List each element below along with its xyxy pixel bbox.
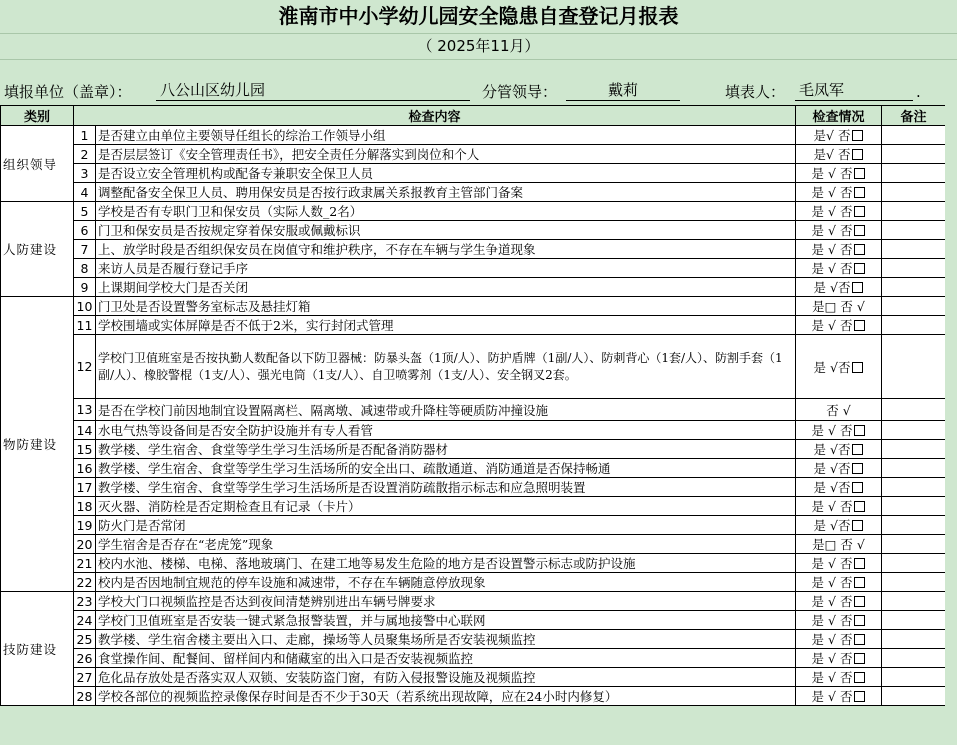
- status-text: 是 √ 否: [811, 632, 853, 647]
- status-text: 是 √ 否: [811, 423, 853, 438]
- check-content: 上课期间学校大门是否关闭: [96, 278, 796, 297]
- checkbox-icon[interactable]: [854, 206, 865, 217]
- check-status[interactable]: [796, 592, 882, 611]
- report-period: （ 2025年11月）: [417, 37, 540, 55]
- row-number: 17: [74, 478, 96, 497]
- row-number: 11: [74, 316, 96, 335]
- row-number: 7: [74, 240, 96, 259]
- remark-cell[interactable]: [882, 126, 946, 145]
- checkbox-icon[interactable]: [854, 244, 865, 255]
- status-text: 是□ 否 √: [812, 537, 865, 552]
- check-content: 灭火器、消防栓是否定期检查且有记录（卡片）: [96, 497, 796, 516]
- checkbox-icon[interactable]: [852, 520, 863, 531]
- remark-cell[interactable]: [882, 316, 946, 335]
- checkbox-icon[interactable]: [854, 225, 865, 236]
- check-status[interactable]: [796, 668, 882, 687]
- row-number: 1: [74, 126, 96, 145]
- check-content: 学校围墙或实体屏障是否不低于2米，实行封闭式管理: [96, 316, 796, 335]
- check-status[interactable]: [796, 183, 882, 202]
- check-content: 水电气热等设备间是否安全防护设施并有专人看管: [96, 421, 796, 440]
- check-status[interactable]: [796, 573, 882, 592]
- status-text: 是 √ 否: [811, 651, 853, 666]
- check-content: 食堂操作间、配餐间、留样间内和储藏室的出入口是否安装视频监控: [96, 649, 796, 668]
- status-text: 是 √ 否: [811, 613, 853, 628]
- check-content: 学校是否有专职门卫和保安员（实际人数_2名）: [96, 202, 796, 221]
- row-number: 6: [74, 221, 96, 240]
- remark-cell[interactable]: [882, 278, 946, 297]
- checkbox-icon[interactable]: [852, 482, 863, 493]
- check-content: 学校各部位的视频监控录像保存时间是否不少于30天（若系统出现故障，应在24小时内修复）: [96, 687, 796, 706]
- row-number: 26: [74, 649, 96, 668]
- row-number: 24: [74, 611, 96, 630]
- table-row: [1, 399, 946, 421]
- row-number: 13: [74, 399, 96, 421]
- remark-cell[interactable]: [882, 335, 946, 399]
- check-content: 是否层层签订《安全管理责任书》，把安全责任分解落实到岗位和个人: [96, 145, 796, 164]
- check-status[interactable]: [796, 335, 882, 399]
- status-text: 是 √ 否: [811, 594, 853, 609]
- row-number: 5: [74, 202, 96, 221]
- trailing-dot: .: [916, 83, 921, 101]
- checkbox-icon[interactable]: [854, 615, 865, 626]
- table-row: [1, 421, 946, 440]
- check-content: 门卫处是否设置警务室标志及悬挂灯箱: [96, 297, 796, 316]
- check-content: 防火门是否常闭: [96, 516, 796, 535]
- status-text: 是√ 否: [813, 147, 851, 162]
- table-row: [1, 535, 946, 554]
- check-content: 门卫和保安员是否按规定穿着保安服或佩戴标识: [96, 221, 796, 240]
- row-number: 18: [74, 497, 96, 516]
- row-number: 14: [74, 421, 96, 440]
- check-content: 上、放学时段是否组织保安员在岗值守和维护秩序，不存在车辆与学生争道现象: [96, 240, 796, 259]
- table-row: [1, 611, 946, 630]
- check-content: 学生宿舍是否存在“老虎笼”现象: [96, 535, 796, 554]
- checkbox-icon[interactable]: [854, 558, 865, 569]
- status-text: 是 √否: [813, 442, 851, 457]
- check-content: 是否在学校门前因地制宜设置隔离栏、隔离墩、减速带或升降柱等硬质防冲撞设施: [96, 399, 796, 421]
- check-content: 学校大门口视频监控是否达到夜间清楚辨别进出车辆号牌要求: [96, 592, 796, 611]
- unit-value[interactable]: 八公山区幼儿园: [156, 80, 470, 101]
- status-text: 是 √ 否: [811, 670, 853, 685]
- row-number: 28: [74, 687, 96, 706]
- status-text: 是 √ 否: [811, 223, 853, 238]
- status-text: 是 √ 否: [811, 204, 853, 219]
- checkbox-icon[interactable]: [854, 320, 865, 331]
- table-row: [1, 259, 946, 278]
- checkbox-icon[interactable]: [852, 444, 863, 455]
- remark-cell[interactable]: [882, 516, 946, 535]
- status-text: 是 √否: [813, 461, 851, 476]
- remark-cell[interactable]: [882, 459, 946, 478]
- sheet-edge: [945, 105, 957, 745]
- check-status[interactable]: [796, 164, 882, 183]
- table-header-row: [1, 106, 946, 126]
- row-number: 16: [74, 459, 96, 478]
- check-status[interactable]: [796, 497, 882, 516]
- table-row: [1, 316, 946, 335]
- check-status[interactable]: [796, 126, 882, 145]
- checkbox-icon[interactable]: [854, 634, 865, 645]
- check-content: 是否建立由单位主要领导任组长的综治工作领导小组: [96, 126, 796, 145]
- category-cell: 人防建设: [1, 202, 74, 297]
- checkbox-icon[interactable]: [854, 168, 865, 179]
- checkbox-icon[interactable]: [854, 425, 865, 436]
- table-row: [1, 687, 946, 706]
- check-status[interactable]: [796, 145, 882, 164]
- table-row: [1, 126, 946, 145]
- table-row: [1, 335, 946, 399]
- table-row: [1, 649, 946, 668]
- table-row: [1, 497, 946, 516]
- table-row: [1, 668, 946, 687]
- check-content: 学校门卫值班室是否安装一键式紧急报警装置，并与属地接警中心联网: [96, 611, 796, 630]
- row-number: 4: [74, 183, 96, 202]
- check-status[interactable]: [796, 278, 882, 297]
- check-status[interactable]: [796, 202, 882, 221]
- status-text: 是 √否: [813, 518, 851, 533]
- remark-cell[interactable]: [882, 592, 946, 611]
- table-row: [1, 554, 946, 573]
- table-row: [1, 516, 946, 535]
- check-content: 教学楼、学生宿舍楼主要出入口、走廊，操场等人员聚集场所是否安装视频监控: [96, 630, 796, 649]
- status-text: 是 √ 否: [811, 689, 853, 704]
- row-number: 19: [74, 516, 96, 535]
- table-row: [1, 164, 946, 183]
- check-status[interactable]: [796, 316, 882, 335]
- table-body: [1, 126, 946, 706]
- check-status[interactable]: [796, 240, 882, 259]
- status-text: 是 √ 否: [811, 261, 853, 276]
- check-content: 是否设立安全管理机构或配备专兼职安全保卫人员: [96, 164, 796, 183]
- category-cell: 组织领导: [1, 126, 74, 202]
- table-row: [1, 440, 946, 459]
- row-number: 23: [74, 592, 96, 611]
- check-status[interactable]: [796, 611, 882, 630]
- table-row: [1, 592, 946, 611]
- check-content: 危化品存放处是否落实双人双锁、安装防盗门窗，有防入侵报警设施及视频监控: [96, 668, 796, 687]
- check-status[interactable]: [796, 516, 882, 535]
- info-row: [0, 80, 957, 104]
- checkbox-icon[interactable]: [854, 187, 865, 198]
- header-content: 检查内容: [74, 106, 796, 126]
- checkbox-icon[interactable]: [852, 362, 863, 373]
- category-cell: 物防建设: [1, 297, 74, 592]
- check-content: 校内是否因地制宜规范的停车设施和减速带，不存在车辆随意停放现象: [96, 573, 796, 592]
- table-row: [1, 478, 946, 497]
- check-status[interactable]: [796, 535, 882, 554]
- row-number: 25: [74, 630, 96, 649]
- filler-value[interactable]: 毛凤军: [795, 80, 913, 101]
- report-title: 淮南市中小学幼儿园安全隐患自查登记月报表: [278, 4, 679, 28]
- check-content: 校内水池、楼梯、电梯、落地玻璃门、在建工地等易发生危险的地方是否设置警示标志或防护设施: [96, 554, 796, 573]
- table-row: [1, 183, 946, 202]
- category-cell: 技防建设: [1, 592, 74, 706]
- check-content: 教学楼、学生宿舍、食堂等学生学习生活场所的安全出口、疏散通道、消防通道是否保持畅通: [96, 459, 796, 478]
- status-text: 是 √ 否: [811, 318, 853, 333]
- remark-cell[interactable]: [882, 421, 946, 440]
- checkbox-icon[interactable]: [854, 691, 865, 702]
- status-text: 是 √ 否: [811, 185, 853, 200]
- remark-cell[interactable]: [882, 145, 946, 164]
- status-text: 是 √ 否: [811, 242, 853, 257]
- checkbox-icon[interactable]: [854, 672, 865, 683]
- remark-cell[interactable]: [882, 630, 946, 649]
- remark-cell[interactable]: [882, 440, 946, 459]
- row-number: 15: [74, 440, 96, 459]
- header-status: 检查情况: [796, 106, 882, 126]
- check-status[interactable]: [796, 459, 882, 478]
- checkbox-icon[interactable]: [852, 130, 863, 141]
- header-category: 类别: [1, 106, 74, 126]
- row-number: 9: [74, 278, 96, 297]
- remark-cell[interactable]: [882, 240, 946, 259]
- remark-cell[interactable]: [882, 183, 946, 202]
- remark-cell[interactable]: [882, 259, 946, 278]
- row-number: 27: [74, 668, 96, 687]
- check-content: 学校门卫值班室是否按执勤人数配备以下防卫器械：防暴头盔（1顶/人）、防护盾牌（1副/人）、防刺背心（1套/人）、防割手套（1副/人）、橡胶警棍（1支/人）、强光电筒（1支/人）、自卫喷雾剂（1支/人）、安全钢叉2套。: [96, 335, 796, 399]
- row-number: 2: [74, 145, 96, 164]
- status-text: 是 √ 否: [811, 575, 853, 590]
- table-row: [1, 297, 946, 316]
- remark-cell[interactable]: [882, 399, 946, 421]
- status-text: 是 √否: [813, 359, 851, 375]
- check-content: 来访人员是否履行登记手序: [96, 259, 796, 278]
- remark-cell[interactable]: [882, 611, 946, 630]
- table-row: [1, 278, 946, 297]
- check-status[interactable]: [796, 649, 882, 668]
- remark-cell[interactable]: [882, 668, 946, 687]
- check-status[interactable]: [796, 554, 882, 573]
- row-number: 20: [74, 535, 96, 554]
- check-status[interactable]: [796, 440, 882, 459]
- checkbox-icon[interactable]: [852, 282, 863, 293]
- table-row: [1, 202, 946, 221]
- remark-cell[interactable]: [882, 687, 946, 706]
- remark-cell[interactable]: [882, 573, 946, 592]
- row-number: 22: [74, 573, 96, 592]
- check-content: 教学楼、学生宿舍、食堂等学生学习生活场所是否设置消防疏散指示标志和应急照明装置: [96, 478, 796, 497]
- row-number: 3: [74, 164, 96, 183]
- row-number: 12: [74, 335, 96, 399]
- row-number: 8: [74, 259, 96, 278]
- table-row: [1, 459, 946, 478]
- status-text: 是 √否: [813, 280, 851, 295]
- checkbox-icon[interactable]: [854, 501, 865, 512]
- filler-label: 填表人：: [725, 83, 786, 101]
- remark-cell[interactable]: [882, 164, 946, 183]
- checkbox-icon[interactable]: [852, 149, 863, 160]
- remark-cell[interactable]: [882, 221, 946, 240]
- checkbox-icon[interactable]: [854, 653, 865, 664]
- leader-label: 分管领导：: [482, 83, 558, 101]
- inspection-table: [0, 105, 946, 706]
- status-text: 是□ 否 √: [812, 299, 865, 314]
- check-status[interactable]: [796, 221, 882, 240]
- status-text: 是 √否: [813, 480, 851, 495]
- checkbox-icon[interactable]: [852, 463, 863, 474]
- status-text: 是 √ 否: [811, 499, 853, 514]
- status-text: 是 √ 否: [811, 166, 853, 181]
- check-status[interactable]: [796, 421, 882, 440]
- check-status[interactable]: [796, 399, 882, 421]
- check-status[interactable]: [796, 630, 882, 649]
- table-row: [1, 145, 946, 164]
- table-row: [1, 573, 946, 592]
- remark-cell[interactable]: [882, 497, 946, 516]
- row-number: 21: [74, 554, 96, 573]
- remark-cell[interactable]: [882, 297, 946, 316]
- leader-value[interactable]: 戴莉: [566, 80, 680, 101]
- checkbox-icon[interactable]: [854, 596, 865, 607]
- checkbox-icon[interactable]: [854, 263, 865, 274]
- remark-cell[interactable]: [882, 554, 946, 573]
- row-number: 10: [74, 297, 96, 316]
- check-status[interactable]: [796, 478, 882, 497]
- status-text: 否 √: [826, 402, 851, 418]
- header-remark: 备注: [882, 106, 946, 126]
- table-row: [1, 630, 946, 649]
- table-row: [1, 240, 946, 259]
- check-status[interactable]: [796, 297, 882, 316]
- remark-cell[interactable]: [882, 478, 946, 497]
- remark-cell[interactable]: [882, 535, 946, 554]
- status-text: 是 √ 否: [811, 556, 853, 571]
- check-status[interactable]: [796, 687, 882, 706]
- table-row: [1, 221, 946, 240]
- grid-line: [0, 59, 957, 60]
- checkbox-icon[interactable]: [854, 577, 865, 588]
- remark-cell[interactable]: [882, 202, 946, 221]
- check-status[interactable]: [796, 259, 882, 278]
- remark-cell[interactable]: [882, 649, 946, 668]
- check-content: 调整配备安全保卫人员、聘用保安员是否按行政隶属关系报教育主管部门备案: [96, 183, 796, 202]
- check-content: 教学楼、学生宿舍、食堂等学生学习生活场所是否配备消防器材: [96, 440, 796, 459]
- unit-label: 填报单位（盖章）：: [4, 83, 132, 101]
- status-text: 是√ 否: [813, 128, 851, 143]
